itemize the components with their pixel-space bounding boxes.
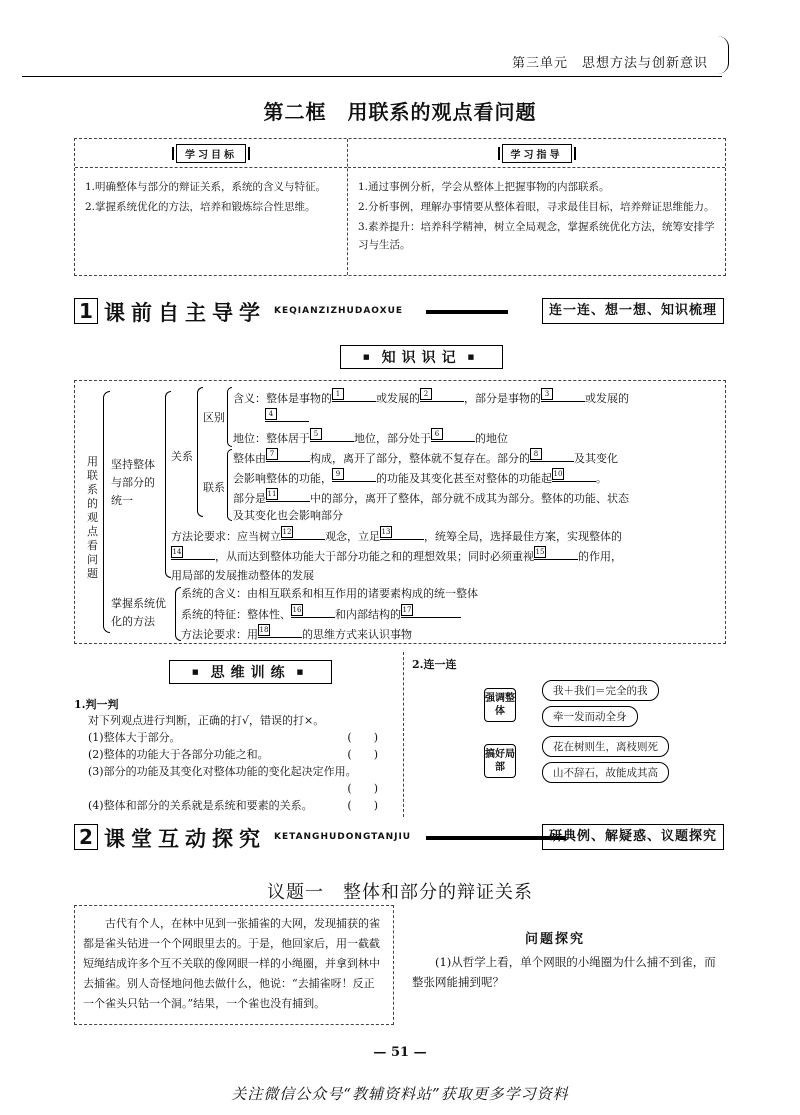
section-number: 1: [74, 298, 98, 324]
connect-section: [412, 650, 724, 820]
answer-paren[interactable]: ( ): [347, 799, 378, 812]
diff-label: 区别: [203, 411, 225, 424]
goals-tag: 学习目标: [176, 144, 246, 163]
section-pinyin: KEQIANZIZHUDAOXUE: [274, 306, 404, 316]
header-curl-decoration: [718, 36, 729, 74]
link-line-3: 部分是 11 中的部分，离开了整体，部分就不成其为部分。整体的功能、状态: [233, 490, 629, 505]
branch-unity: 坚持整体与部分的统一: [111, 458, 155, 507]
system-line-3: 方法论要求：用 18 的思维方式来认识事物: [181, 626, 412, 641]
brace: [227, 449, 232, 521]
judge-section: [74, 650, 399, 820]
connect-right-item[interactable]: 山不辞石，故能成其高: [542, 762, 669, 783]
section-pinyin: KETANGHUDONGTANJIU: [274, 832, 412, 842]
column-divider: [403, 652, 404, 817]
section-title: 课堂互动探究: [104, 827, 266, 851]
topic-title: 议题一 整体和部分的辩证关系: [267, 882, 533, 903]
branch-system: 掌握系统优化的方法: [111, 597, 166, 628]
learning-goals-box: [74, 138, 726, 276]
link-line-2: 会影响整体的功能， 9 的功能及其变化甚至对整体的功能起 10 。: [233, 470, 607, 485]
connect-right-item[interactable]: 我＋我们＝完全的我: [542, 680, 659, 701]
link-label: 联系: [203, 481, 225, 494]
unit-title: 第三单元 思想方法与创新意识: [511, 56, 708, 71]
connect-left-item[interactable]: 强调整体: [484, 688, 516, 722]
diff-line-2: 地位：整体居于 5 地位，部分处于 6 的地位: [233, 430, 508, 445]
lesson-title: 第二框 用联系的观点看问题: [263, 100, 537, 124]
guidance-tag: 学习指导: [502, 144, 572, 163]
answer-paren[interactable]: ( ): [347, 731, 378, 744]
system-line-1: 系统的含义：由相互联系和相互作用的诸要素构成的统一整体: [181, 587, 478, 600]
relation-label: 关系: [171, 450, 193, 463]
judge-item: (1)整体大于部分。 ( ): [88, 731, 378, 744]
judge-title: 1.判一判: [74, 698, 119, 711]
guidance-item: 2.分析事例，理解办事情要从整体着眼，寻求最佳目标，培养辩证思维能力。: [358, 201, 715, 213]
section-subtitle: 连一连、想一想、知识梳理: [542, 298, 724, 324]
system-line-2: 系统的特征：整体性、 16 和内部结构的 17: [181, 605, 461, 622]
knowledge-map: [74, 380, 726, 644]
knowledge-banner: ■ 知识识记 ■: [340, 345, 503, 369]
goals-left-column: [75, 139, 348, 275]
section-rule: [426, 310, 508, 314]
link-line-1: 整体由 7 构成，离开了部分，整体就不复存在。部分的 8 及其变化: [233, 450, 618, 465]
section-number: 2: [74, 824, 98, 850]
brace: [197, 387, 203, 517]
guidance-item: 3.素养提升：培养科学精神，树立全局观念，掌握系统优化方法，统筹安排学习与生活。: [358, 221, 715, 251]
link-line-4: 及其变化也会影响部分: [233, 509, 343, 522]
section-2-bar: [74, 824, 724, 850]
method-line-2: 14 ，从而达到整体功能大于部分功能之和的理想效果；同时必须重视 15 的作用，: [172, 548, 622, 563]
story-text: 古代有个人，在林中见到一张捕雀的大网，发现捕获的雀都是雀头钻进一个个网眼里去的。于是，他回家后，用一截截短绳结成许多个互不关联的像网眼一样的小绳圈，并拿到林中去捕雀。别人奇怪地问他去做什么，他说：“去捕雀呀！反正一个雀头只钻一个洞。”结果，一个雀也没有捕到。: [74, 905, 394, 1025]
guidance-right-column: [348, 139, 725, 275]
answer-paren[interactable]: ( ): [347, 782, 378, 795]
brace: [103, 391, 110, 633]
method-line-3: 用局部的发展推动整体的发展: [171, 569, 314, 582]
connect-right-item[interactable]: 牵一发而动全身: [542, 706, 638, 727]
brace: [227, 387, 232, 447]
footer-note: 关注微信公众号“教辅资料站”获取更多学习资料: [231, 1085, 569, 1103]
answer-paren[interactable]: ( ): [347, 748, 378, 761]
diff-line-1b: 4: [265, 409, 309, 425]
section-title: 课前自主导学: [104, 301, 266, 325]
section-subtitle: 研典例、解疑惑、议题探究: [542, 824, 724, 850]
goal-item: 2.掌握系统优化的方法，培养和锻炼综合性思维。: [85, 201, 316, 213]
judge-item: (4)整体和部分的关系就是系统和要素的关系。 ( ): [88, 799, 378, 812]
probe-question: (1)从哲学上看，单个网眼的小绳圈为什么捕不到雀，而整张网能捕到呢？: [412, 955, 716, 989]
goal-item: 1.明确整体与部分的辩证关系，系统的含义与特征。: [85, 181, 327, 193]
judge-intro: 对下列观点进行判断，正确的打√，错误的打×。: [88, 714, 325, 727]
training-banner: ■ 思维训练 ■: [169, 660, 332, 684]
method-line-1: 方法论要求：应当树立 12 观念，立足 13 ，统筹全局，选择最佳方案，实现整体的: [171, 528, 622, 543]
judge-item: (3)部分的功能及其变化对整体功能的变化起决定作用。 ( ): [88, 765, 378, 795]
probe-title: 问题探究: [525, 932, 586, 947]
map-root: 用联系的观点看问题: [87, 455, 98, 580]
connect-title: 2.连一连: [412, 658, 457, 671]
header-rule: [22, 76, 722, 77]
section-1-bar: [74, 298, 724, 324]
page-number: — 51 —: [373, 1045, 427, 1060]
connect-left-item[interactable]: 搞好局部: [484, 744, 516, 778]
diff-line-1: 含义：整体是事物的 1 或发展的 2 ，部分是事物的 3 或发展的: [233, 390, 629, 405]
guidance-item: 1.通过事例分析，学会从整体上把握事物的内部联系。: [358, 181, 610, 193]
judge-item: (2)整体的功能大于各部分功能之和。 ( ): [88, 748, 378, 761]
connect-right-item[interactable]: 花在树则生，离枝则死: [542, 736, 669, 757]
